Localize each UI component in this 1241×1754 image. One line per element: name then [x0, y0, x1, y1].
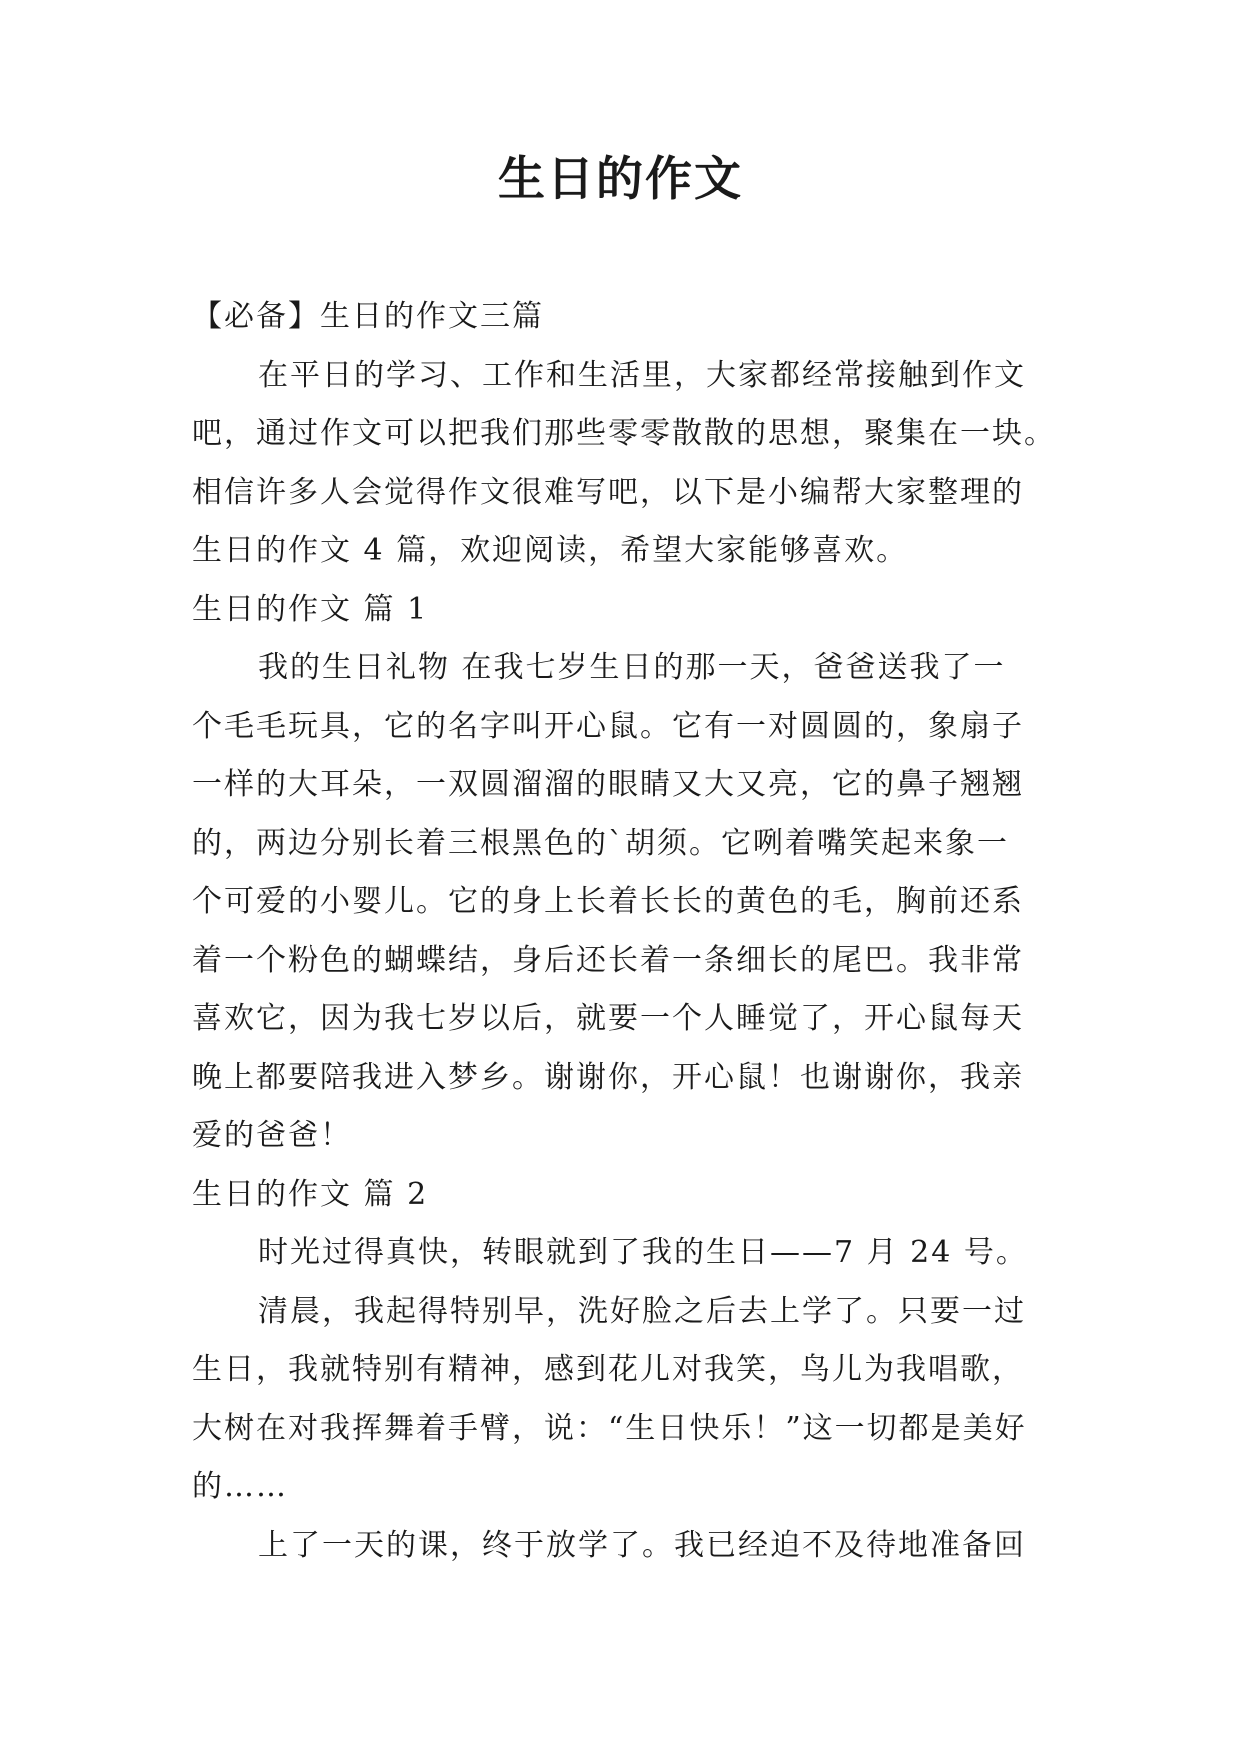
document-body [192, 288, 1072, 1575]
text-line: 爱的爸爸！ [192, 1118, 352, 1153]
text-line: 相信许多人会觉得作文很难写吧，以下是小编帮大家整理的 [192, 474, 1024, 510]
text-line: 生日的作文 篇 1 [192, 591, 429, 627]
text-line: 【必备】生日的作文三篇 [192, 299, 544, 334]
text-line: 喜欢它，因为我七岁以后，就要一个人睡觉了，开心鼠每天 [192, 1001, 1024, 1036]
text-line: 生日的作文 4 篇，欢迎阅读，希望大家能够喜欢。 [192, 533, 909, 568]
text-line: 着一个粉色的蝴蝶结，身后还长着一条细长的尾巴。我非常 [192, 942, 1024, 978]
text-line: 在平日的学习、工作和生活里，大家都经常接触到作文 [258, 357, 1026, 393]
page-title: 生日的作文 [498, 152, 743, 207]
text-line: 晚上都要陪我进入梦乡。谢谢你，开心鼠！也谢谢你，我亲 [192, 1059, 1024, 1095]
text-line: 上了一天的课，终于放学了。我已经迫不及待地准备回 [258, 1527, 1026, 1563]
text-line: 吧，通过作文可以把我们那些零零散散的思想，聚集在一块。 [192, 416, 1056, 451]
text-line: 一样的大耳朵，一双圆溜溜的眼睛又大又亮，它的鼻子翘翘 [192, 767, 1024, 802]
text-line: 时光过得真快，转眼就到了我的生日——7 月 24 号。 [258, 1235, 1028, 1270]
text-line: 清晨，我起得特别早，洗好脸之后去上学了。只要一过 [258, 1293, 1026, 1329]
text-line: 个毛毛玩具，它的名字叫开心鼠。它有一对圆圆的，象扇子 [192, 708, 1024, 744]
text-line: 大树在对我挥舞着手臂，说：“生日快乐！”这一切都是美好 [192, 1410, 1027, 1446]
text-line: 我的生日礼物 在我七岁生日的那一天，爸爸送我了一 [258, 650, 1006, 685]
text-line: 个可爱的小婴儿。它的身上长着长长的黄色的毛，胸前还系 [192, 884, 1024, 919]
text-line: 的…… [192, 1469, 288, 1504]
text-line: 的，两边分别长着三根黑色的`胡须。它咧着嘴笑起来象一 [192, 825, 1009, 861]
text-line: 生日的作文 篇 2 [192, 1176, 429, 1212]
text-line: 生日，我就特别有精神，感到花儿对我笑，鸟儿为我唱歌， [192, 1352, 1024, 1387]
